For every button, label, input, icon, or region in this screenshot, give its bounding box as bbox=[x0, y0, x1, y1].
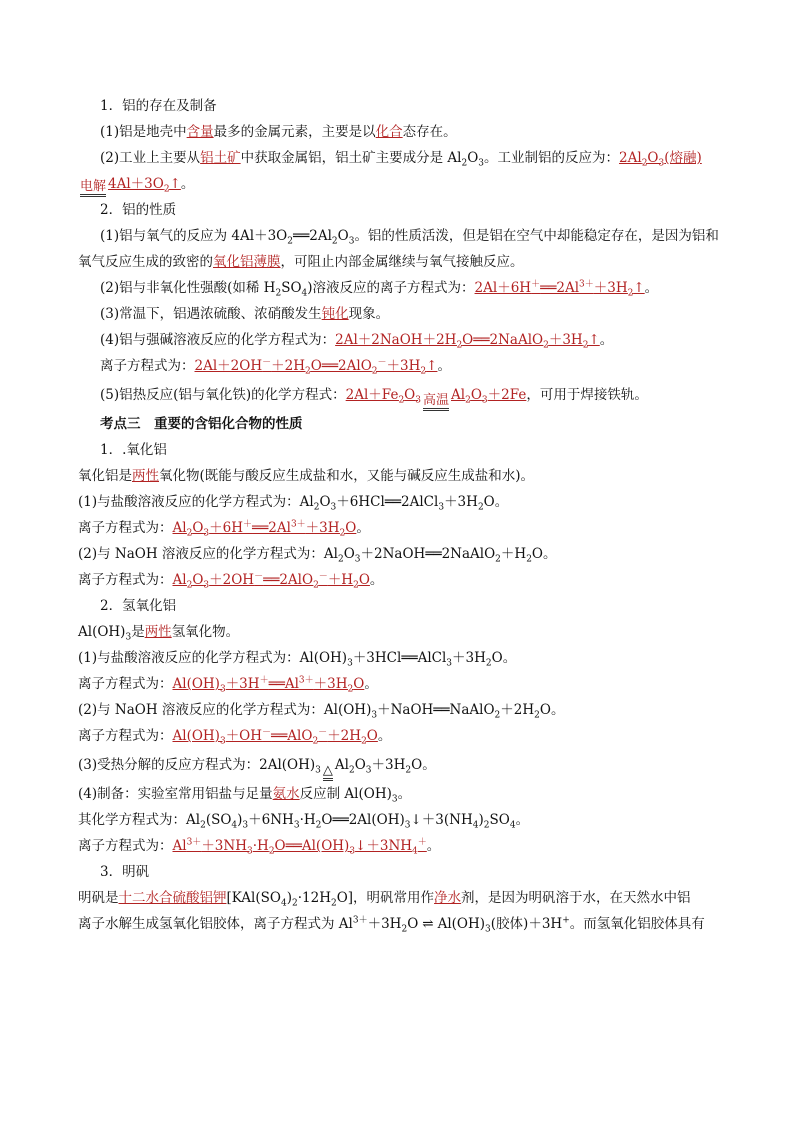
answer-alum-name: 十二水合硫酸铝钾 bbox=[118, 890, 227, 906]
answer-preparation-ionic: $Al^{3+}+3NH_3\cdot H_2O══Al(OH)_3↓+3NH_4^+$ bbox=[172, 837, 427, 857]
answer-content: 含量 bbox=[186, 124, 214, 140]
paragraph-alum: 明矾是十二水合硫酸铝钾$[KAl(SO_4)_2\cdot 12H_2O]$，明矾常用作净水剂，是因为明矾溶于水，在天然水中铝 bbox=[78, 890, 691, 909]
paragraph-alum-cont: 离子水解生成氢氧化铝胶体，离子方程式为 $Al^{3+}+3H_2O$ ⇌ $Al(OH)_3$(胶体)＋3H+。而氢氧化铝胶体具有 bbox=[78, 915, 705, 935]
paragraph-hydroxide-naoh-ionic: 离子方程式为：$Al(OH)_3+OH^-══AlO_2^-+2H_2O$。 bbox=[78, 727, 392, 747]
document-body bbox=[78, 93, 728, 937]
paragraph-alumina-amphoteric: 氧化铝是两性氧化物(既能与酸反应生成盐和水，又能与碱反应生成盐和水)。 bbox=[78, 468, 535, 484]
paragraph-hydroxide-amphoteric: $Al(OH)_3$是两性氢氧化物。 bbox=[78, 624, 240, 643]
answer-thermite-reactants: $2Al+Fe_2O_3$ bbox=[345, 387, 421, 406]
paragraph-alumina-hcl-ionic: 离子方程式为：$Al_2O_3+6H^+══2Al^{3+}+3H_2O$。 bbox=[78, 519, 370, 539]
paragraph-hydroxide-naoh: (2)与 NaOH 溶液反应的化学方程式为：$Al(OH)_3+NaOH══NaAlO_2+2H_2O$。 bbox=[78, 702, 565, 721]
reversible-arrow-icon: ⇌ bbox=[422, 916, 434, 932]
paragraph-oxygen-reaction-cont: 氧气反应生成的致密的氧化铝薄膜，可阻止内部金属继续与氧气接触反应。 bbox=[78, 254, 524, 270]
answer-hydroxide-base-ionic: $Al(OH)_3+OH^-══AlO_2^-+2H_2O$ bbox=[172, 727, 378, 747]
answer-hydroxide-amphoteric: 两性 bbox=[144, 624, 172, 640]
paragraph-base-ionic: 离子方程式为：$2Al+2OH^-+2H_2O══2AlO_2^-+3H_2↑$。 bbox=[100, 357, 451, 377]
paragraph-occurrence: (1)铝是地壳中含量最多的金属元素，主要是以化合态存在。 bbox=[100, 124, 457, 140]
paragraph-oxygen-reaction: (1)铝与氧气的反应为 $4Al+3O_2══2Al_2O_3$。铝的性质活泼，但是铝在空气中却能稳定存在，是因为铝和 bbox=[100, 228, 719, 247]
paragraph-hydroxide-preparation: (4)制备：实验室常用铝盐与足量氨水反应制 $Al(OH)_3$。 bbox=[78, 786, 412, 805]
paragraph-thermite: (5)铝热反应(铝与氧化铁)的化学方程式：$2Al+Fe_2O_3$ 高温 $Al_2O_3+2Fe$，可用于焊接铁轨。 bbox=[78, 379, 728, 411]
heading-alumina: 1．.氧化铝 bbox=[100, 442, 167, 458]
condition-heating: △ bbox=[323, 764, 333, 781]
answer-oxide-film: 氧化铝薄膜 bbox=[213, 254, 281, 270]
heading-aluminum-occurrence: 1．铝的存在及制备 bbox=[100, 98, 217, 114]
answer-thermite-products: $Al_2O_3+2Fe$ bbox=[451, 387, 527, 406]
answer-ammonia-water: 氨水 bbox=[272, 786, 300, 802]
paragraph-alumina-naoh: (2)与 NaOH 溶液反应的化学方程式为：$Al_2O_3+2NaOH══2NaAlO_2+H_2O$。 bbox=[78, 546, 557, 565]
paragraph-alumina-naoh-ionic: 离子方程式为：$Al_2O_3+2OH^-══2AlO_2^-+H_2O$。 bbox=[78, 571, 384, 591]
heading-aluminum-hydroxide: 2．氢氧化铝 bbox=[100, 598, 177, 614]
paragraph-acid-reaction: (2)铝与非氧化性强酸(如稀 $H_2SO_4$)溶液反应的离子方程式为：$2Al+6H^+══2Al^{3+}+3H_2↑$。 bbox=[100, 279, 659, 299]
heading-alum: 3．明矾 bbox=[100, 864, 150, 880]
paragraph-preparation-ionic: 离子方程式为：$Al^{3+}+3NH_3\cdot H_2O══Al(OH)_3↓+3NH_4^+$。 bbox=[78, 837, 441, 857]
answer-combined-state: 化合 bbox=[375, 124, 403, 140]
answer-alumina-acid-ionic: $Al_2O_3+6H^+══2Al^{3+}+3H_2O$ bbox=[172, 519, 357, 539]
answer-bauxite: 铝土矿 bbox=[200, 150, 241, 166]
section-title-aluminum-compounds: 考点三 重要的含铝化合物的性质 bbox=[100, 416, 303, 432]
answer-hydroxide-acid-ionic: $Al(OH)_3+3H^+══Al^{3+}+3H_2O$ bbox=[172, 675, 365, 695]
paragraph-hydroxide-hcl: (1)与盐酸溶液反应的化学方程式为：$Al(OH)_3+3HCl══AlCl_3+3H_2O$。 bbox=[78, 650, 517, 669]
paragraph-base-reaction: (4)铝与强碱溶液反应的化学方程式为：$2Al+2NaOH+2H_2O══2NaAlO_2+3H_2↑$。 bbox=[100, 332, 614, 351]
condition-electrolysis: 电解 bbox=[80, 180, 106, 197]
answer-base-chemical-equation: $2Al+2NaOH+2H_2O══2NaAlO_2+3H_2↑$ bbox=[335, 332, 600, 351]
paragraph-passivation: (3)常温下，铝遇浓硫酸、浓硝酸发生钝化现象。 bbox=[100, 306, 390, 322]
paragraph-hydroxide-hcl-ionic: 离子方程式为：$Al(OH)_3+3H^+══Al^{3+}+3H_2O$。 bbox=[78, 675, 378, 695]
paragraph-hydroxide-decomposition: (3)受热分解的反应方程式为：$2Al(OH)_3$ △ $Al_2O_3+3H_2O$。 bbox=[78, 749, 728, 781]
heading-aluminum-properties: 2．铝的性质 bbox=[100, 202, 177, 218]
answer-passivation: 钝化 bbox=[321, 306, 349, 322]
paragraph-industrial-preparation-cont: 电解 $4Al+3O_2↑$。 bbox=[78, 171, 728, 197]
answer-amphoteric: 两性 bbox=[132, 468, 159, 484]
answer-base-ionic-equation: $2Al+2OH^-+2H_2O══2AlO_2^-+3H_2↑$ bbox=[194, 357, 438, 377]
answer-electrolysis-product: $4Al+3O_2↑$ bbox=[108, 176, 181, 195]
answer-alumina-base-ionic: $Al_2O_3+2OH^-══2AlO_2^-+H_2O$ bbox=[172, 571, 370, 591]
answer-acid-ionic-equation: $2Al+6H^+══2Al^{3+}+3H_2↑$ bbox=[474, 279, 645, 299]
paragraph-preparation-chemical: 其化学方程式为：$Al_2(SO_4)_3+6NH_3\cdot H_2O══2Al(OH)_3↓+3(NH_4)_2SO_4$。 bbox=[78, 812, 530, 831]
condition-high-temperature: 高温 bbox=[423, 394, 449, 411]
paragraph-alumina-hcl: (1)与盐酸溶液反应的化学方程式为：$Al_2O_3+6HCl══2AlCl_3+3H_2O$。 bbox=[78, 494, 509, 513]
answer-electrolysis-reactant: $2Al_2O_3$(熔融) bbox=[619, 150, 702, 169]
paragraph-industrial-preparation: (2)工业上主要从铝土矿中获取金属铝，铝土矿主要成分是 $Al_2O_3$。工业制铝的反应为：$2Al_2O_3$(熔融) bbox=[100, 150, 702, 169]
answer-water-purification: 净水 bbox=[434, 890, 462, 906]
